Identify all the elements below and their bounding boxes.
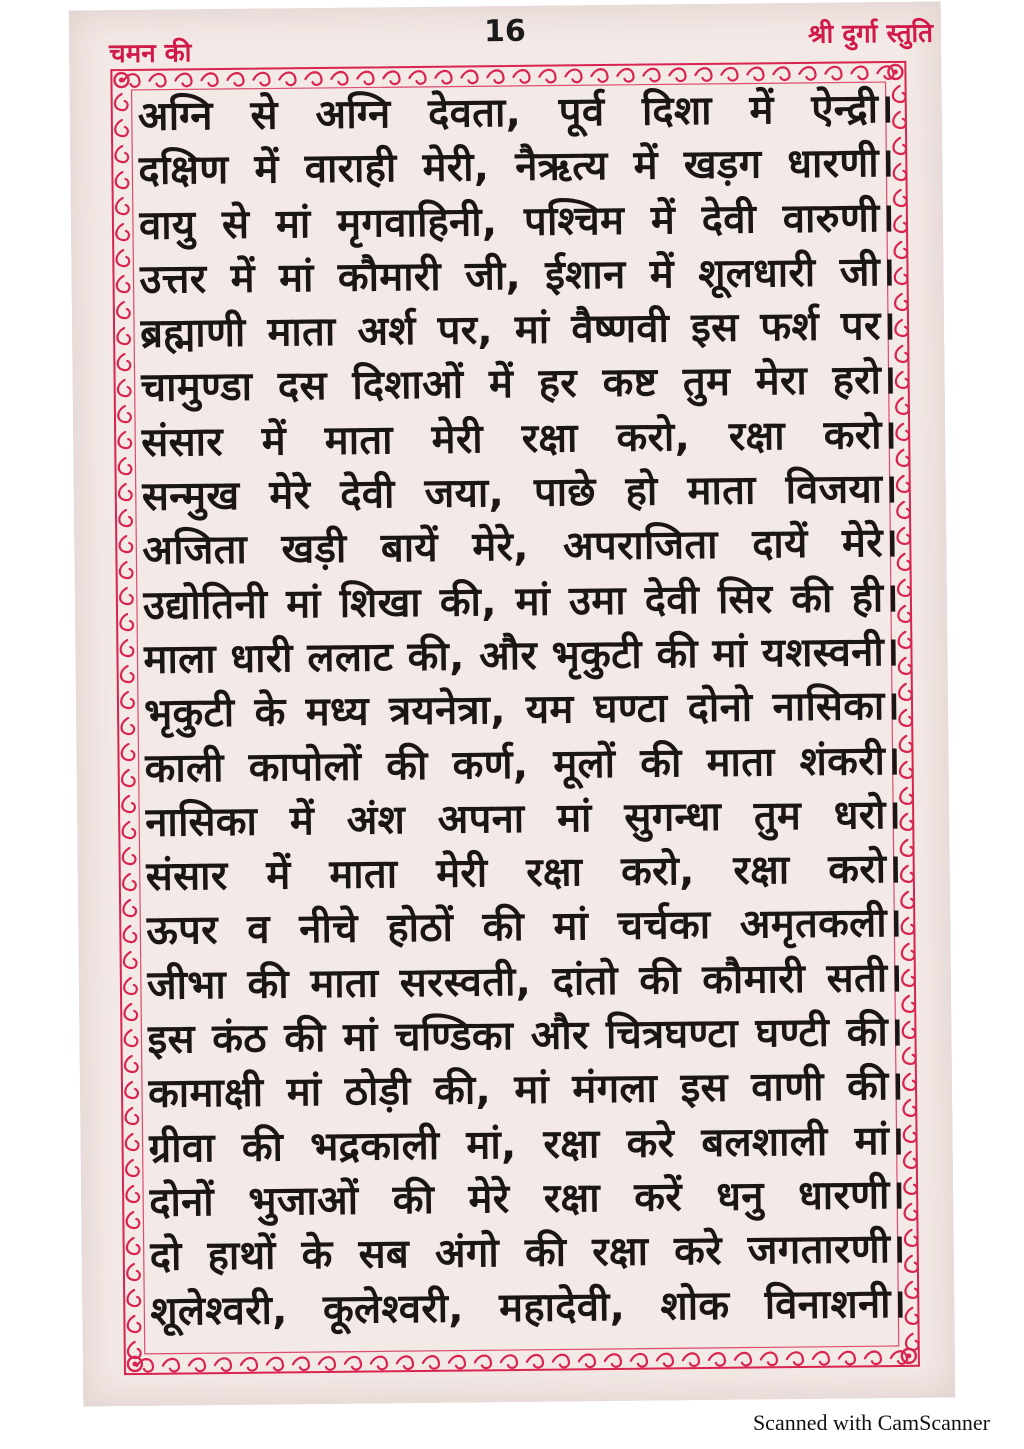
verse-line: ब्रह्माणी माता अर्श पर, मां वैष्णवी इस फर्श पर। (139, 303, 897, 358)
verse-line: नासिका में अंश अपना मां सुगन्धा तुम धरो। (144, 791, 902, 846)
verse-line: संसार में माता मेरी रक्षा करो, रक्षा करो। (145, 846, 902, 900)
verse-line: अजिता खड़ी बायें मेरे, अपराजिता दायें मेरे। (142, 520, 899, 575)
verse-line: ग्रीवा की भद्रकाली मां, रक्षा करे बलशाली मां। (148, 1117, 905, 1172)
verse-line: माला धारी ललाट की, और भृकुटी की मां यशस्वनी। (143, 628, 900, 683)
verse-line: उत्तर में मां कौमारी जी, ईशान में शूलधारी जी। (139, 248, 896, 303)
verse-line: सन्मुख मेरे देवी जया, पाछे हो माता विजया। (141, 466, 899, 520)
verse-line: वायु से मां मृगवाहिनी, पश्चिम में देवी वारुणी। (138, 194, 896, 249)
verse-line: ऊपर व नीचे होठों की मां चर्चका अमृतकली। (146, 900, 903, 955)
verse-line: संसार में माता मेरी रक्षा करो, रक्षा करो। (141, 411, 898, 466)
verse-line: उद्योतिनी मां शिखा की, मां उमा देवी सिर की ही। (142, 574, 900, 629)
verse-line: काली कापोलों की कर्ण, मूलों की माता शंकरी। (144, 737, 901, 792)
verse-line: शूलेश्वरी, कूलेश्वरी, महादेवी, शोक विनाशनी। (150, 1280, 907, 1335)
verse-line: दो हाथों के सब अंगो की रक्षा करे जगतारणी। (149, 1226, 906, 1281)
verse-line: चामुण्डा दस दिशाओं में हर कष्ट तुम मेरा हरो। (140, 357, 897, 412)
scanner-watermark: Scanned with CamScanner (752, 1410, 990, 1435)
verse-line: कामाक्षी मां ठोड़ी की, मां मंगला इस वाणी की। (147, 1063, 905, 1118)
verse-line: दक्षिण में वाराही मेरी, नैऋत्य में खड़ग धारणी। (138, 140, 895, 195)
verse-line: भृकुटी के मध्य त्रयनेत्रा, यम घण्टा दोनो नासिका। (143, 683, 901, 738)
page-number: 16 (483, 13, 527, 50)
book-page (69, 1, 956, 1406)
verse-list (138, 82, 907, 1339)
header-book-title: चमन की (109, 38, 192, 70)
verse-line: अग्नि से अग्नि देवता, पूर्व दिशा में ऐन्द्री। (137, 85, 895, 140)
verse-line: जीभा की माता सरस्वती, दांतो की कौमारी सती। (146, 954, 904, 1009)
header-chapter-title: श्री दुर्गा स्तुति (807, 18, 934, 50)
verse-line: इस कंठ की मां चण्डिका और चित्रघण्टा घण्टी की। (147, 1008, 904, 1063)
verse-line: दोनों भुजाओं की मेरे रक्षा करें धनु धारणी। (148, 1171, 906, 1226)
